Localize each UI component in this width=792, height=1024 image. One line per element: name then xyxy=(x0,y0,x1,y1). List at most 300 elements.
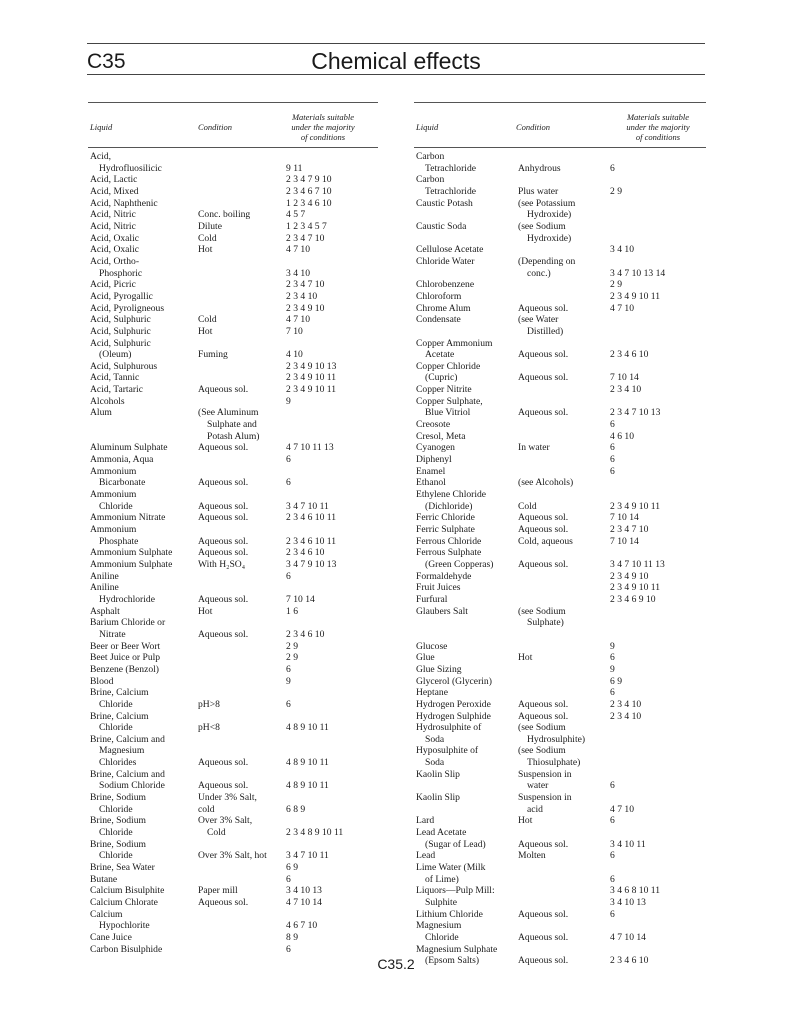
table-row xyxy=(88,338,378,350)
liquid-cell: Aniline xyxy=(90,570,119,582)
liquid-cell: (Dichloride) xyxy=(425,500,473,512)
table-row xyxy=(88,454,378,466)
header-liquid: Liquid xyxy=(416,122,439,132)
table-row xyxy=(414,617,706,629)
table-row xyxy=(88,897,378,909)
liquid-cell: Acid, Tannic xyxy=(90,372,140,384)
table-row xyxy=(88,815,378,827)
materials-cell: 4 6 7 10 xyxy=(286,920,318,932)
liquid-cell: Acid, Nitric xyxy=(90,209,136,221)
materials-cell: 4 7 10 xyxy=(610,302,634,314)
condition-cell: Sulphate) xyxy=(527,617,564,629)
liquid-cell: Creosote xyxy=(416,419,451,431)
header-materials-line2: under the majority xyxy=(291,122,355,132)
condition-cell: (see Sodium xyxy=(518,745,566,757)
liquid-cell: Copper Ammonium xyxy=(416,337,493,349)
liquid-cell: Diphenyl xyxy=(416,454,452,466)
liquid-cell: Kaolin Slip xyxy=(416,768,460,780)
liquid-cell: Brine, Sea Water xyxy=(90,862,155,874)
table-row xyxy=(88,944,378,956)
materials-cell: 4 8 9 10 11 xyxy=(286,722,329,734)
liquid-cell: Aluminum Sulphate xyxy=(90,442,168,454)
materials-cell: 7 10 14 xyxy=(286,593,315,605)
table-row xyxy=(88,617,378,629)
materials-cell: 2 3 4 7 10 xyxy=(610,524,649,535)
materials-cell: 1 6 xyxy=(286,605,298,617)
table-header xyxy=(88,103,378,147)
condition-cell: In water xyxy=(518,442,550,454)
table-row xyxy=(88,862,378,874)
condition-cell: Aqueous sol. xyxy=(198,897,249,908)
table-row xyxy=(88,372,378,384)
condition-cell: Aqueous sol. xyxy=(518,524,569,535)
condition-cell: cold xyxy=(198,803,215,815)
left-table xyxy=(88,102,378,955)
condition-cell: Aqueous sol. xyxy=(198,593,249,605)
materials-cell: 3 4 6 8 10 11 xyxy=(610,885,661,897)
table-row xyxy=(88,198,378,210)
condition-cell: Hydrosulphite) xyxy=(527,733,586,745)
table-row xyxy=(88,827,378,839)
table-row xyxy=(88,792,378,804)
materials-cell: 9 xyxy=(610,663,615,675)
condition-cell: Aqueous sol. xyxy=(518,407,569,419)
table-row xyxy=(414,792,706,804)
liquid-cell: Fruit Juices xyxy=(416,582,461,594)
condition-cell: (see Sodium xyxy=(518,605,566,617)
condition-cell: Cold xyxy=(518,500,537,512)
liquid-cell: (Epsom Salts) xyxy=(425,955,480,967)
materials-cell: 6 xyxy=(610,815,615,827)
materials-cell: 1 2 3 4 6 10 xyxy=(286,197,332,209)
liquid-cell: Acid, Sulphuric xyxy=(90,314,151,326)
condition-cell: Thiosulphate) xyxy=(527,757,581,769)
materials-cell: 6 9 xyxy=(610,675,622,687)
condition-cell: Aqueous sol. xyxy=(518,955,569,967)
liquid-cell: Chloride xyxy=(99,698,133,710)
table-row xyxy=(88,606,378,618)
condition-cell: pH>8 xyxy=(198,698,220,710)
condition-cell: Suspension in xyxy=(518,792,572,804)
liquid-cell: Calcium Bisulphite xyxy=(90,885,165,897)
liquid-cell: Magnesium xyxy=(416,920,462,932)
liquid-cell: Tetrachloride xyxy=(425,162,476,174)
condition-cell: Hot xyxy=(198,605,213,617)
table-row xyxy=(88,641,378,653)
materials-cell: 6 xyxy=(610,419,615,431)
table-row xyxy=(414,874,706,886)
materials-cell: 3 4 7 10 11 13 xyxy=(610,558,665,570)
table-row xyxy=(414,687,706,699)
table-row xyxy=(414,372,706,384)
materials-cell: 2 9 xyxy=(286,652,298,664)
condition-cell: Aqueous sol. xyxy=(198,384,249,396)
materials-cell: 6 xyxy=(286,477,291,489)
liquid-cell: Chloride xyxy=(99,850,133,862)
table-row xyxy=(88,221,378,233)
table-row xyxy=(88,676,378,688)
liquid-cell: Calcium xyxy=(90,908,123,920)
table-row xyxy=(414,489,706,501)
table-row xyxy=(88,326,378,338)
liquid-cell: Acid, Tartaric xyxy=(90,384,143,396)
materials-cell: 6 xyxy=(610,780,615,792)
liquid-cell: Acid, Sulphurous xyxy=(90,360,158,372)
liquid-cell: Carbon Bisulphide xyxy=(90,943,163,955)
table-row xyxy=(88,209,378,221)
liquid-cell: Chloroform xyxy=(416,290,462,302)
materials-cell: 2 9 xyxy=(610,279,622,291)
table-row xyxy=(88,431,378,443)
liquid-cell: Chlorobenzene xyxy=(416,279,475,291)
liquid-cell: Hydrofluosilicic xyxy=(99,162,162,174)
materials-cell: 2 3 4 6 9 10 xyxy=(610,593,656,605)
table-row xyxy=(414,582,706,594)
liquid-cell: Brine, Sodium xyxy=(90,838,146,850)
condition-cell: Molten xyxy=(518,850,546,862)
table-row xyxy=(414,361,706,373)
materials-cell: 4 5 7 xyxy=(286,209,306,221)
liquid-cell: Kaolin Slip xyxy=(416,792,460,804)
liquid-cell: Enamel xyxy=(416,465,446,477)
header-materials-line1: Materials suitable xyxy=(626,112,690,122)
liquid-cell: Asphalt xyxy=(90,605,120,617)
materials-cell: 2 3 4 7 10 13 xyxy=(610,407,661,419)
materials-cell: 6 xyxy=(610,850,615,862)
table-row xyxy=(88,279,378,291)
condition-cell: Dilute xyxy=(198,220,222,232)
liquid-cell: Ferrous Sulphate xyxy=(416,547,482,559)
table-row xyxy=(88,652,378,664)
table-row xyxy=(88,780,378,792)
materials-cell: 2 3 4 6 7 10 xyxy=(286,185,332,197)
table-row xyxy=(88,571,378,583)
table-row xyxy=(414,233,706,245)
liquid-cell: Copper Chloride xyxy=(416,360,481,372)
table-row xyxy=(414,501,706,513)
materials-cell: 6 xyxy=(286,943,291,955)
liquid-cell: Ethylene Chloride xyxy=(416,489,487,501)
condition-cell: pH<8 xyxy=(198,722,220,734)
liquid-cell: Acid, Pyrogallic xyxy=(90,290,153,302)
liquid-cell: Alcohols xyxy=(90,395,125,407)
table-row xyxy=(414,676,706,688)
liquid-cell: Phosphate xyxy=(99,535,139,547)
table-row xyxy=(414,815,706,827)
materials-cell: 8 9 xyxy=(286,931,298,943)
table-row xyxy=(414,757,706,769)
materials-cell: 4 6 10 xyxy=(610,430,634,442)
materials-cell: 6 xyxy=(610,908,615,920)
condition-cell: water xyxy=(527,780,549,792)
header-materials xyxy=(610,112,706,142)
condition-cell: Hot xyxy=(518,652,533,664)
liquid-cell: Ammonia, Aqua xyxy=(90,454,154,466)
liquid-cell: (Oleum) xyxy=(99,349,132,361)
liquid-cell: Carbon xyxy=(416,174,445,186)
table-row xyxy=(88,233,378,245)
materials-cell: 6 xyxy=(286,698,291,710)
liquid-cell: Hyposulphite of xyxy=(416,745,479,757)
left-rows xyxy=(88,151,378,955)
table-row xyxy=(414,407,706,419)
table-row xyxy=(414,547,706,559)
condition-cell: Hot xyxy=(518,815,533,827)
table-row xyxy=(88,291,378,303)
materials-cell: 9 xyxy=(286,395,291,407)
liquid-cell: Acid, Oxalic xyxy=(90,232,140,244)
liquid-cell: Magnesium xyxy=(99,745,145,757)
liquid-cell: Chloride Water xyxy=(416,255,475,267)
table-row xyxy=(414,885,706,897)
materials-cell: 3 4 10 xyxy=(610,244,634,256)
table-row xyxy=(88,268,378,280)
table-row xyxy=(88,384,378,396)
liquid-cell: Ethanol xyxy=(416,477,446,489)
liquid-cell: Soda xyxy=(425,757,445,769)
liquid-cell: Acid, Sulphuric xyxy=(90,325,151,337)
table-row xyxy=(414,711,706,723)
table-row xyxy=(88,745,378,757)
liquid-cell: Magnesium Sulphate xyxy=(416,943,498,955)
liquid-cell: Acid, Pyroligneous xyxy=(90,302,165,314)
table-row xyxy=(88,466,378,478)
materials-cell: 2 3 4 7 10 xyxy=(286,279,325,291)
liquid-cell: Phosphoric xyxy=(99,267,143,279)
header-materials-line2: under the majority xyxy=(626,122,690,132)
table-row xyxy=(88,524,378,536)
table-row xyxy=(88,920,378,932)
condition-cell: Aqueous sol. xyxy=(198,757,249,769)
table-row xyxy=(414,512,706,524)
liquid-cell: Hydrochloride xyxy=(99,593,155,605)
liquid-cell: Soda xyxy=(425,733,445,745)
condition-cell: (see Alcohols) xyxy=(518,477,574,489)
table-row xyxy=(414,349,706,361)
condition-cell: Potash Alum) xyxy=(207,430,260,442)
liquid-cell: Beer or Beer Wort xyxy=(90,640,161,652)
header-materials-line3: of conditions xyxy=(300,132,346,142)
materials-cell: 3 4 7 10 13 14 xyxy=(610,267,666,279)
table-row xyxy=(414,944,706,956)
liquid-cell: Lard xyxy=(416,815,435,827)
materials-cell: 2 3 4 7 10 xyxy=(286,232,325,244)
materials-cell: 2 3 4 10 xyxy=(286,290,318,302)
table-row xyxy=(88,407,378,419)
table-row xyxy=(414,571,706,583)
table-row xyxy=(414,326,706,338)
liquid-cell: Tetrachloride xyxy=(425,185,476,197)
materials-cell: 3 4 10 13 xyxy=(286,885,322,897)
section-code: C35 xyxy=(87,50,126,73)
condition-cell: Paper mill xyxy=(198,885,238,897)
materials-cell: 6 9 xyxy=(286,862,298,874)
materials-cell: 2 3 4 6 10 xyxy=(610,349,649,361)
liquid-cell: Lithium Chloride xyxy=(416,908,483,920)
table-row xyxy=(414,734,706,746)
liquid-cell: Hypochlorite xyxy=(99,920,150,932)
materials-cell: 9 xyxy=(286,675,291,687)
condition-cell: (See Aluminum xyxy=(198,407,259,419)
condition-cell: Aqueous sol. xyxy=(198,535,249,547)
table-row xyxy=(88,757,378,769)
table-row xyxy=(414,920,706,932)
table-row xyxy=(88,722,378,734)
liquid-cell: Glue Sizing xyxy=(416,663,462,675)
table-row xyxy=(88,314,378,326)
condition-cell: Distilled) xyxy=(527,325,564,337)
condition-cell: Cold xyxy=(207,827,226,839)
table-row xyxy=(414,641,706,653)
condition-cell: Over 3% Salt, hot xyxy=(198,850,267,862)
materials-cell: 4 8 9 10 11 xyxy=(286,757,329,769)
liquid-cell: Sodium Chloride xyxy=(99,780,165,792)
table-row xyxy=(88,419,378,431)
table-row xyxy=(414,174,706,186)
liquid-cell: Acid, Ortho- xyxy=(90,255,140,267)
table-row xyxy=(414,442,706,454)
table-row xyxy=(414,559,706,571)
table-row xyxy=(88,874,378,886)
liquid-cell: Hydrosulphite of xyxy=(416,722,482,734)
materials-cell: 4 7 10 xyxy=(610,803,634,815)
liquid-cell: (Sugar of Lead) xyxy=(425,838,486,850)
liquid-cell: Lead Acetate xyxy=(416,827,467,839)
table-row xyxy=(88,687,378,699)
liquid-cell: Heptane xyxy=(416,687,448,699)
condition-cell: Fuming xyxy=(198,349,228,361)
condition-cell: Over 3% Salt, xyxy=(198,815,253,827)
materials-cell: 2 3 4 9 10 xyxy=(610,570,649,582)
materials-cell: 7 10 14 xyxy=(610,372,639,384)
condition-cell: With H₂SO₄ xyxy=(198,558,246,570)
materials-cell: 2 3 4 9 10 11 xyxy=(286,372,337,384)
table-row xyxy=(414,477,706,489)
table-row xyxy=(88,711,378,723)
liquid-cell: Cyanogen xyxy=(416,442,455,454)
materials-cell: 2 3 4 9 10 13 xyxy=(286,360,337,372)
condition-cell: Cold xyxy=(198,314,217,326)
liquid-cell: Acid, Lactic xyxy=(90,174,138,186)
materials-cell: 3 4 7 10 11 xyxy=(286,500,329,512)
table-row xyxy=(88,664,378,676)
materials-cell: 6 xyxy=(610,454,615,466)
table-row xyxy=(88,885,378,897)
table-row xyxy=(414,466,706,478)
table-row xyxy=(414,291,706,303)
condition-cell: Cold, aqueous xyxy=(518,535,573,547)
table-row xyxy=(88,477,378,489)
table-row xyxy=(88,256,378,268)
right-table xyxy=(414,102,706,967)
table-row xyxy=(88,349,378,361)
liquid-cell: Blood xyxy=(90,675,114,687)
table-row xyxy=(414,524,706,536)
table-row xyxy=(88,734,378,746)
liquid-cell: Cresol, Meta xyxy=(416,430,466,442)
materials-cell: 3 4 10 13 xyxy=(610,897,646,908)
materials-cell: 2 3 4 6 10 xyxy=(610,955,649,967)
condition-cell: Aqueous sol. xyxy=(518,698,569,710)
liquid-cell: Ferric Chloride xyxy=(416,512,475,524)
liquid-cell: Carbon xyxy=(416,151,445,162)
materials-cell: 6 xyxy=(610,652,615,664)
liquid-cell: Glycerol (Glycerin) xyxy=(416,675,492,687)
table-row xyxy=(414,268,706,280)
materials-cell: 6 xyxy=(610,442,615,454)
condition-cell: (see Potassium xyxy=(518,197,576,209)
liquid-cell: Brine, Sodium xyxy=(90,792,146,804)
table-row xyxy=(88,582,378,594)
header-materials xyxy=(278,112,368,142)
header-condition: Condition xyxy=(198,122,233,132)
header-liquid: Liquid xyxy=(90,122,113,132)
materials-cell: 4 8 9 10 11 xyxy=(286,780,329,792)
table-row xyxy=(88,512,378,524)
materials-cell: 7 10 14 xyxy=(610,535,639,547)
table-row xyxy=(414,932,706,944)
table-row xyxy=(414,454,706,466)
header-materials-line1: Materials suitable xyxy=(291,112,355,122)
materials-cell: 6 xyxy=(286,570,291,582)
condition-cell: acid xyxy=(527,803,543,815)
materials-cell: 7 10 xyxy=(286,325,303,337)
materials-cell: 4 7 10 14 xyxy=(286,897,322,908)
condition-cell: Sulphate and xyxy=(207,419,257,431)
materials-cell: 3 4 7 10 11 xyxy=(286,850,329,862)
liquid-cell: Brine, Calcium and xyxy=(90,733,165,745)
liquid-cell: Acid, Naphthenic xyxy=(90,197,158,209)
liquid-cell: Ferrous Chloride xyxy=(416,535,482,547)
condition-cell: (see Water xyxy=(518,314,559,326)
table-row xyxy=(414,384,706,396)
table-row xyxy=(414,862,706,874)
materials-cell: 4 7 10 xyxy=(286,314,310,326)
liquid-cell: Aniline xyxy=(90,582,119,594)
materials-cell: 2 9 xyxy=(610,185,622,197)
liquid-cell: Acid, Mixed xyxy=(90,185,139,197)
condition-cell: Hot xyxy=(198,244,213,256)
table-row xyxy=(414,769,706,781)
table-row xyxy=(88,174,378,186)
materials-cell: 6 xyxy=(610,873,615,885)
liquid-cell: Blue Vitriol xyxy=(425,407,471,419)
table-row xyxy=(414,909,706,921)
liquid-cell: Chloride xyxy=(99,722,133,734)
condition-cell: Suspension in xyxy=(518,768,572,780)
table-row xyxy=(88,361,378,373)
header-materials-line3: of conditions xyxy=(635,132,681,142)
condition-cell: (see Sodium xyxy=(518,220,566,232)
table-row xyxy=(414,536,706,548)
materials-cell: 2 9 xyxy=(286,640,298,652)
liquid-cell: Brine, Calcium xyxy=(90,687,149,699)
page-number: C35.2 xyxy=(377,956,415,972)
table-header-rule xyxy=(88,147,378,148)
table-row xyxy=(88,303,378,315)
table-row xyxy=(88,151,378,163)
materials-cell: 2 3 4 9 10 11 xyxy=(610,290,661,302)
liquid-cell: Hydrogen Peroxide xyxy=(416,698,491,710)
condition-cell: Cold xyxy=(198,232,217,244)
liquid-cell: Acid, Nitric xyxy=(90,220,136,232)
liquid-cell: (Cupric) xyxy=(425,372,458,384)
materials-cell: 7 10 14 xyxy=(610,512,639,524)
liquid-cell: Hydrogen Sulphide xyxy=(416,710,491,722)
table-row xyxy=(88,629,378,641)
condition-cell: Aqueous sol. xyxy=(518,710,569,722)
table-row xyxy=(414,396,706,408)
